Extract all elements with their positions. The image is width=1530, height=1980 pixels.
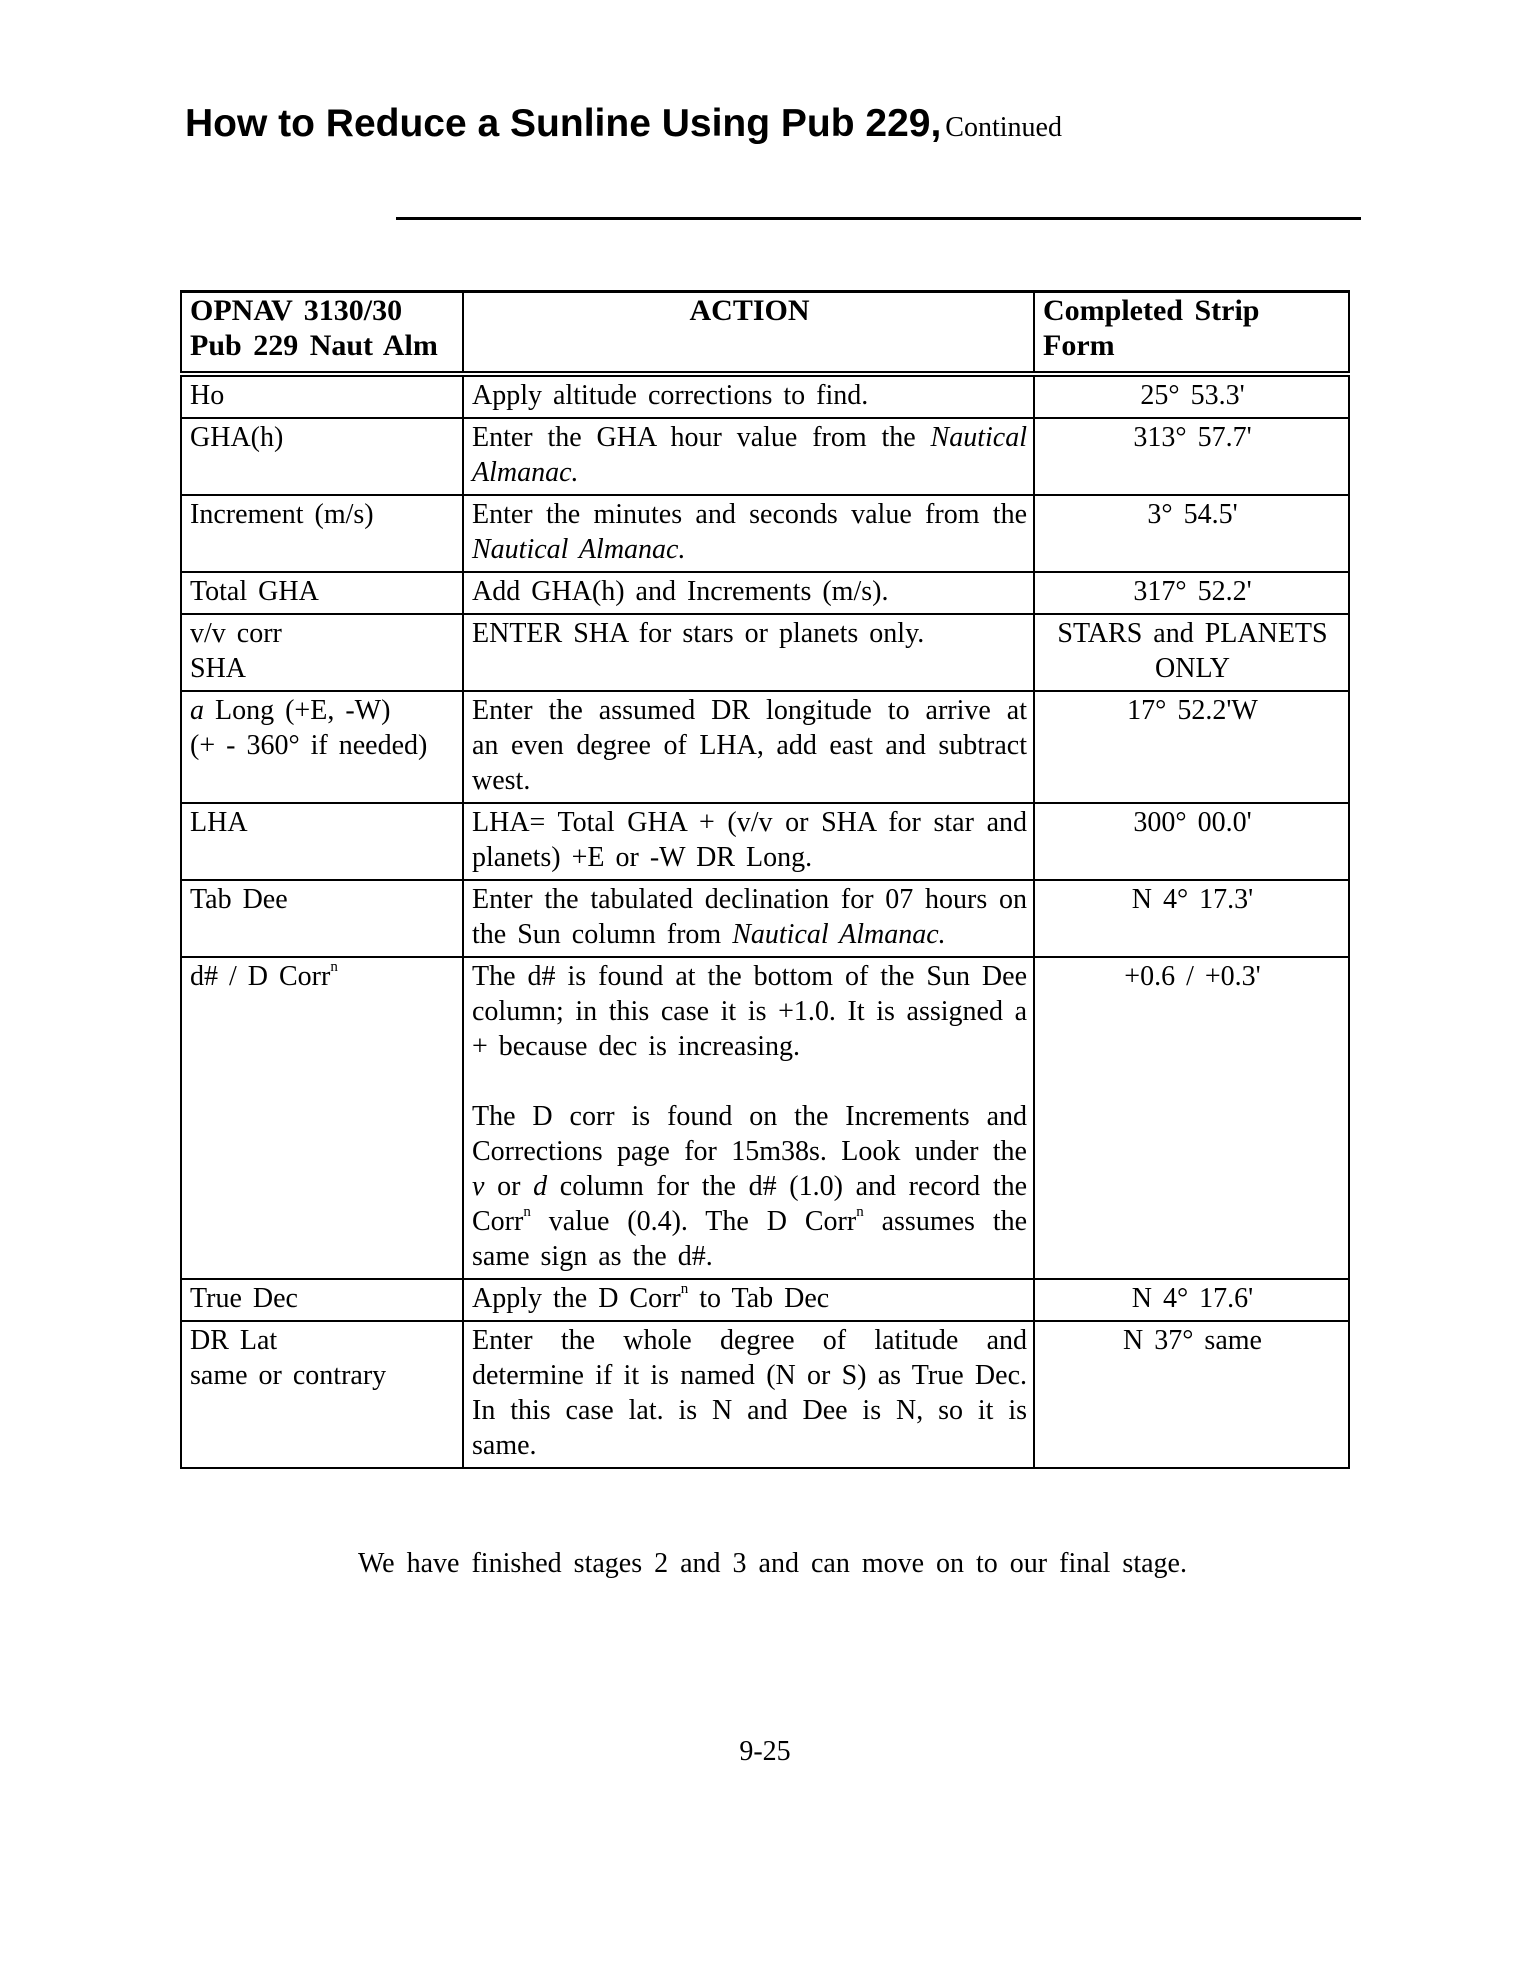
table-row-increment [181, 495, 1349, 572]
table-row-true-dec [181, 1279, 1349, 1321]
row-action: Apply altitude corrections to find. [463, 374, 1034, 418]
horizontal-rule [396, 217, 1361, 220]
table-row-total-gha [181, 572, 1349, 614]
label-italic-prefix: a [190, 695, 204, 726]
para2-text-c: value (0.4). The D Corr [548, 1206, 857, 1237]
header-form-column [181, 292, 463, 375]
row-label: LHA [181, 803, 463, 880]
label-line2: (+ - 360° if needed) [190, 730, 428, 761]
row-label [181, 957, 463, 1279]
table-row-lha [181, 803, 1349, 880]
row-value: 317° 52.2' [1034, 572, 1349, 614]
action-paragraph-2 [472, 1099, 1027, 1274]
label-line2: same or contrary [190, 1360, 387, 1391]
label-line1: v/v corr [190, 618, 282, 649]
superscript: n [680, 1281, 689, 1297]
row-value: 25° 53.3' [1034, 374, 1349, 418]
row-action: Enter the whole degree of latitude and determine if it is named (N or S) as True Dec. In this case lat. is N and Dee is N, so it is same. [463, 1321, 1034, 1468]
header-completed-line1: Completed Strip [1043, 294, 1260, 327]
page-heading [185, 102, 1062, 146]
superscript: n [856, 1204, 864, 1220]
table-row-dr-lat [181, 1321, 1349, 1468]
table-row-a-long [181, 691, 1349, 803]
row-value: 300° 00.0' [1034, 803, 1349, 880]
header-completed-column [1034, 292, 1349, 375]
value-line2: ONLY [1155, 653, 1230, 684]
row-label [181, 1321, 463, 1468]
row-label: Tab Dee [181, 880, 463, 957]
para2-italic-v: v [472, 1171, 485, 1202]
action-italic-text: Nautical Almanac. [472, 422, 1027, 488]
row-action: Enter the assumed DR longitude to arrive at an even degree of LHA, add east and subtract west. [463, 691, 1034, 803]
action-italic-text: Nautical Almanac. [472, 534, 686, 565]
row-value: +0.6 / +0.3' [1034, 957, 1349, 1279]
para2-italic-d: d [533, 1171, 548, 1202]
row-label [181, 614, 463, 691]
action-text: Enter the GHA hour value from the [472, 422, 916, 453]
label-line1: Long (+E, -W) [215, 695, 391, 726]
row-value: N 4° 17.6' [1034, 1279, 1349, 1321]
continued-label: Continued [945, 112, 1062, 143]
label-line1: DR Lat [190, 1325, 278, 1356]
action-italic-text: Nautical Almanac. [732, 919, 946, 950]
table-row-gha-h [181, 418, 1349, 495]
strip-form-table [180, 290, 1350, 1469]
row-value [1034, 614, 1349, 691]
table-row-ho [181, 374, 1349, 418]
header-completed-line2: Form [1043, 329, 1115, 362]
table-row-d-corr [181, 957, 1349, 1279]
para2-text-b: column for the d# (1.0) and record the Corr [472, 1171, 1028, 1237]
row-action [463, 880, 1034, 957]
row-label: True Dec [181, 1279, 463, 1321]
table-row-tab-dec [181, 880, 1349, 957]
row-action [463, 957, 1034, 1279]
row-action: LHA= Total GHA + (v/v or SHA for star and planets) +E or -W DR Long. [463, 803, 1034, 880]
action-text: Enter the tabulated declination for 07 hours on the Sun column from [472, 884, 1027, 950]
label-text: d# / D Corr [190, 961, 331, 992]
row-action [463, 418, 1034, 495]
row-value: N 4° 17.3' [1034, 880, 1349, 957]
header-form-line2: Pub 229 Naut Alm [190, 329, 438, 362]
row-action: Add GHA(h) and Increments (m/s). [463, 572, 1034, 614]
row-label: Ho [181, 374, 463, 418]
closing-sentence: We have finished stages 2 and 3 and can move on to our final stage. [358, 1548, 1187, 1579]
paragraph-gap [472, 1064, 1027, 1099]
row-value: N 37° same [1034, 1321, 1349, 1468]
superscript: n [523, 1204, 531, 1220]
header-action-column: ACTION [463, 292, 1034, 375]
superscript: n [330, 959, 338, 975]
para2-text-d: assumes the same sign as the d#. [472, 1206, 1028, 1272]
para2-text-or: or [497, 1171, 521, 1202]
row-action [463, 495, 1034, 572]
row-value: 3° 54.5' [1034, 495, 1349, 572]
row-label: Total GHA [181, 572, 463, 614]
action-text-b: to Tab Dec [699, 1283, 830, 1314]
row-label: GHA(h) [181, 418, 463, 495]
action-paragraph-1: The d# is found at the bottom of the Sun Dee column; in this case it is +1.0. It is assigned a + because dec is increasing. [472, 961, 1027, 1062]
table-header-row [181, 292, 1349, 375]
row-value: 313° 57.7' [1034, 418, 1349, 495]
page-title: How to Reduce a Sunline Using Pub 229, [185, 102, 942, 145]
action-text: Enter the minutes and seconds value from the [472, 499, 1027, 530]
table-row-vv-corr [181, 614, 1349, 691]
value-line1: STARS and PLANETS [1057, 618, 1328, 649]
header-form-line1: OPNAV 3130/30 [190, 294, 403, 327]
row-action: ENTER SHA for stars or planets only. [463, 614, 1034, 691]
row-value: 17° 52.2'W [1034, 691, 1349, 803]
label-line2: SHA [190, 653, 247, 684]
row-label [181, 691, 463, 803]
row-label: Increment (m/s) [181, 495, 463, 572]
action-text-a: Apply the D Corr [472, 1283, 681, 1314]
row-action [463, 1279, 1034, 1321]
page-number: 9-25 [739, 1736, 791, 1767]
para2-text-a: The D corr is found on the Increments and Corrections page for 15m38s. Look under the [472, 1101, 1027, 1167]
